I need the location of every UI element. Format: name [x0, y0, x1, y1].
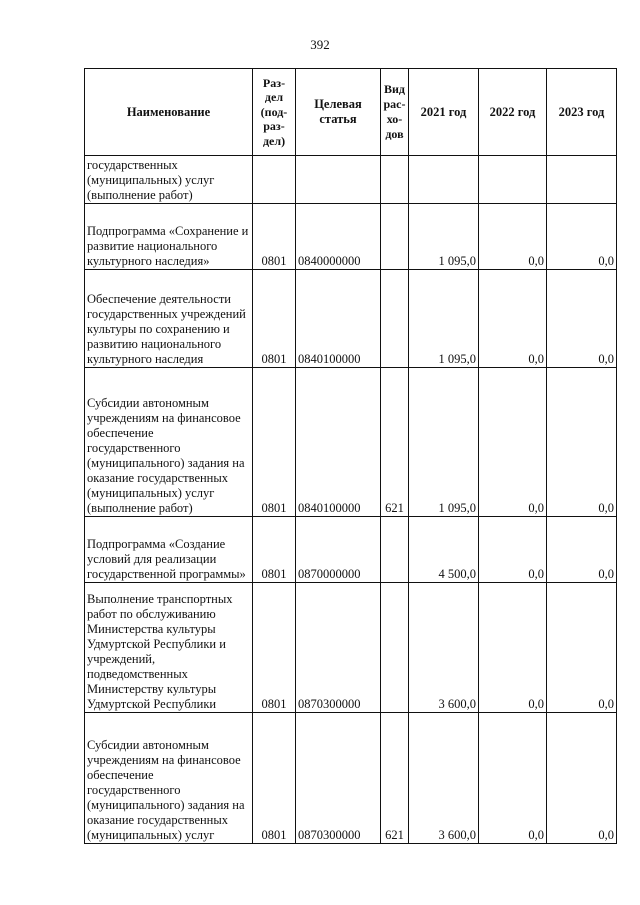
- row-target: 0870300000: [296, 713, 381, 844]
- row-2023: 0,0: [547, 204, 617, 270]
- row-2022: 0,0: [479, 204, 547, 270]
- header-name: Наименование: [85, 69, 253, 156]
- row-section: 0801: [253, 368, 296, 517]
- row-section: [253, 156, 296, 204]
- row-2021: 4 500,0: [409, 517, 479, 583]
- row-name: Обеспечение деятельности государственных учреждений культуры по сохранению и развитию национального культурного наследия: [85, 270, 253, 368]
- header-kind-line: дов: [385, 127, 404, 141]
- row-2023: 0,0: [547, 368, 617, 517]
- table-row: [85, 156, 617, 204]
- row-name: государственных (муниципальных) услуг (выполнение работ): [85, 156, 253, 204]
- row-2023: 0,0: [547, 713, 617, 844]
- row-section: 0801: [253, 583, 296, 713]
- table-row: [85, 368, 617, 517]
- row-name: Субсидии автономным учреждениям на финансовое обеспечение государственного (муниципального) задания на оказание государственных (муниципальных) услуг: [85, 713, 253, 844]
- row-2023: 0,0: [547, 583, 617, 713]
- header-kind: [381, 69, 409, 156]
- table-row: [85, 713, 617, 844]
- row-target: [296, 156, 381, 204]
- row-2021: [409, 156, 479, 204]
- row-section: 0801: [253, 517, 296, 583]
- table-header-row: [85, 69, 617, 156]
- header-section-line: (под-: [260, 104, 288, 119]
- header-section-line: раз-: [263, 119, 285, 134]
- header-2022: 2022 год: [479, 69, 547, 156]
- row-2023: 0,0: [547, 270, 617, 368]
- header-target: [296, 69, 381, 156]
- table-row: [85, 517, 617, 583]
- row-target: 0840100000: [296, 270, 381, 368]
- row-target: 0870000000: [296, 517, 381, 583]
- row-2021: 3 600,0: [409, 713, 479, 844]
- table-row: [85, 204, 617, 270]
- header-2023: 2023 год: [547, 69, 617, 156]
- row-kind: [381, 517, 409, 583]
- budget-table: [84, 68, 617, 844]
- row-2021: 1 095,0: [409, 204, 479, 270]
- header-target-line: статья: [319, 112, 357, 126]
- header-target-line: Целевая: [314, 97, 362, 111]
- header-section-line: Раз-: [262, 75, 286, 90]
- row-kind: 621: [381, 368, 409, 517]
- row-target: 0840000000: [296, 204, 381, 270]
- header-section-line: дел): [262, 133, 286, 148]
- row-kind: [381, 156, 409, 204]
- row-target: 0870300000: [296, 583, 381, 713]
- row-2022: 0,0: [479, 583, 547, 713]
- row-kind: 621: [381, 713, 409, 844]
- table-row: [85, 583, 617, 713]
- row-2022: 0,0: [479, 517, 547, 583]
- row-section: 0801: [253, 204, 296, 270]
- row-2022: 0,0: [479, 713, 547, 844]
- row-2023: 0,0: [547, 517, 617, 583]
- row-kind: [381, 270, 409, 368]
- header-kind-line: Вид: [384, 82, 405, 96]
- row-target: 0840100000: [296, 368, 381, 517]
- row-name: Подпрограмма «Сохранение и развитие национального культурного наследия»: [85, 204, 253, 270]
- row-2022: 0,0: [479, 270, 547, 368]
- row-2021: 1 095,0: [409, 368, 479, 517]
- row-2022: 0,0: [479, 368, 547, 517]
- row-kind: [381, 583, 409, 713]
- row-kind: [381, 204, 409, 270]
- row-section: 0801: [253, 713, 296, 844]
- header-2021: 2021 год: [409, 69, 479, 156]
- header-section: [253, 69, 296, 156]
- row-2021: 3 600,0: [409, 583, 479, 713]
- table-row: [85, 270, 617, 368]
- header-kind-line: рас-: [383, 97, 406, 111]
- row-2021: 1 095,0: [409, 270, 479, 368]
- header-section-line: дел: [264, 90, 284, 105]
- header-kind-line: хо-: [386, 112, 403, 126]
- row-section: 0801: [253, 270, 296, 368]
- page-number: 392: [310, 37, 330, 52]
- row-2022: [479, 156, 547, 204]
- row-name: Выполнение транспортных работ по обслуживанию Министерства культуры Удмуртской Республики и учреждений, подведомственных Министерству культуры Удмуртской Республики: [85, 583, 253, 713]
- row-2023: [547, 156, 617, 204]
- row-name: Субсидии автономным учреждениям на финансовое обеспечение государственного (муниципального) задания на оказание государственных (муниципальных) услуг (выполнение работ): [85, 368, 253, 517]
- row-name: Подпрограмма «Создание условий для реализации государственной программы»: [85, 517, 253, 583]
